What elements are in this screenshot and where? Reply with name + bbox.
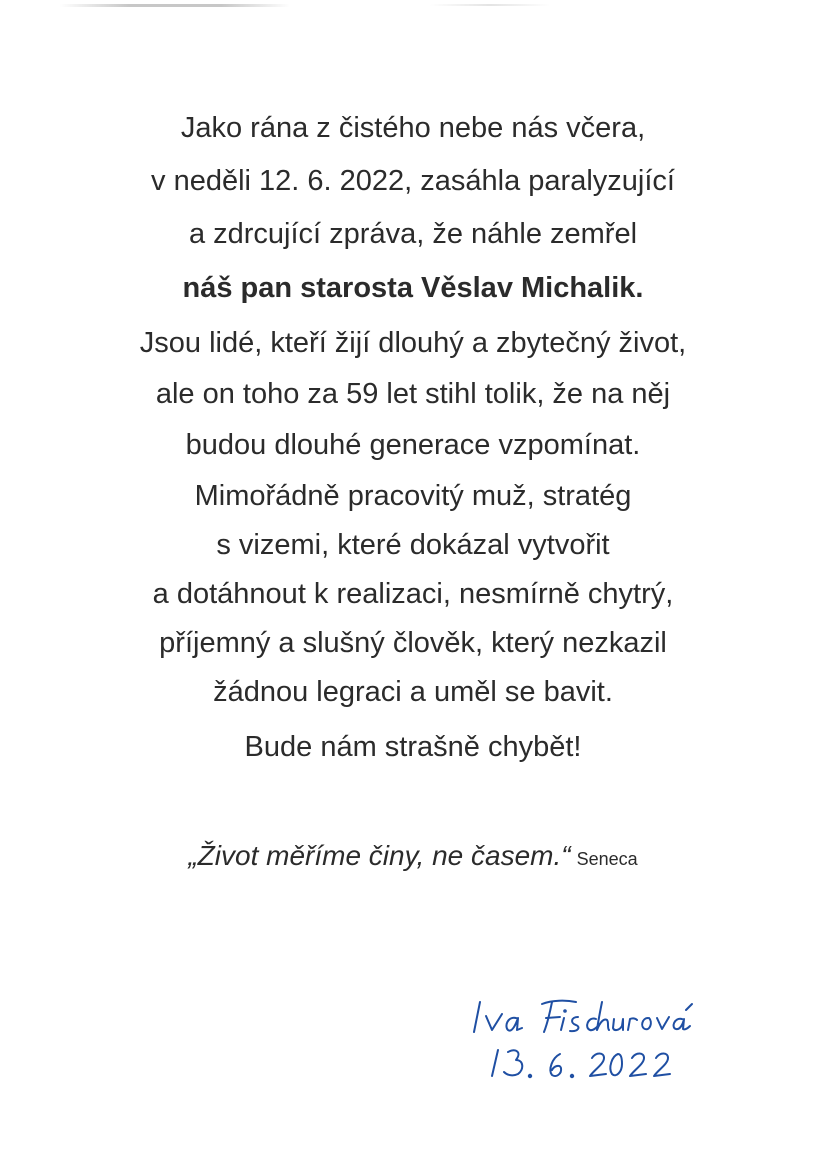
text-line: budou dlouhé generace vzpomínat.: [185, 429, 641, 461]
mayor-name-line: náš pan starosta Věslav Michalik.: [182, 272, 644, 304]
signature-drawing: [472, 990, 712, 1100]
paragraph-name: [0, 262, 826, 315]
paragraph-life: [0, 318, 826, 471]
closing-line: Bude nám strašně chybět!: [244, 731, 582, 763]
text-line: Jsou lidé, kteří žijí dlouhý a zbytečný život,: [139, 327, 687, 359]
paragraph-character: [0, 472, 826, 717]
text-line: v neděli 12. 6. 2022, zasáhla paralyzující: [151, 165, 675, 197]
quote-author: Seneca: [576, 849, 638, 869]
text-line: žádnou legraci a uměl se bavit.: [213, 676, 613, 708]
text-line: a zdrcující zpráva, že náhle zemřel: [188, 218, 638, 250]
paragraph-announcement: [0, 102, 826, 261]
text-line: s vizemi, které dokázal vytvořit: [216, 529, 610, 561]
text-line: příjemný a slušný člověk, který nezkazil: [159, 627, 667, 659]
text-line: ale on toho za 59 let stihl tolik, že na něj: [155, 378, 671, 410]
text-line: Mimořádně pracovitý muž, stratég: [194, 480, 632, 512]
text-line: a dotáhnout k realizaci, nesmírně chytrý,: [152, 578, 674, 610]
quote-text: „Život měříme činy, ne časem.“: [188, 840, 571, 871]
paragraph-closing: [0, 721, 826, 774]
scan-edge-mark-right: [430, 4, 550, 6]
scan-edge-mark: [60, 4, 290, 7]
handwritten-signature: [472, 990, 712, 1100]
quote-block: [0, 840, 826, 872]
text-line: Jako rána z čistého nebe nás včera,: [180, 112, 646, 144]
